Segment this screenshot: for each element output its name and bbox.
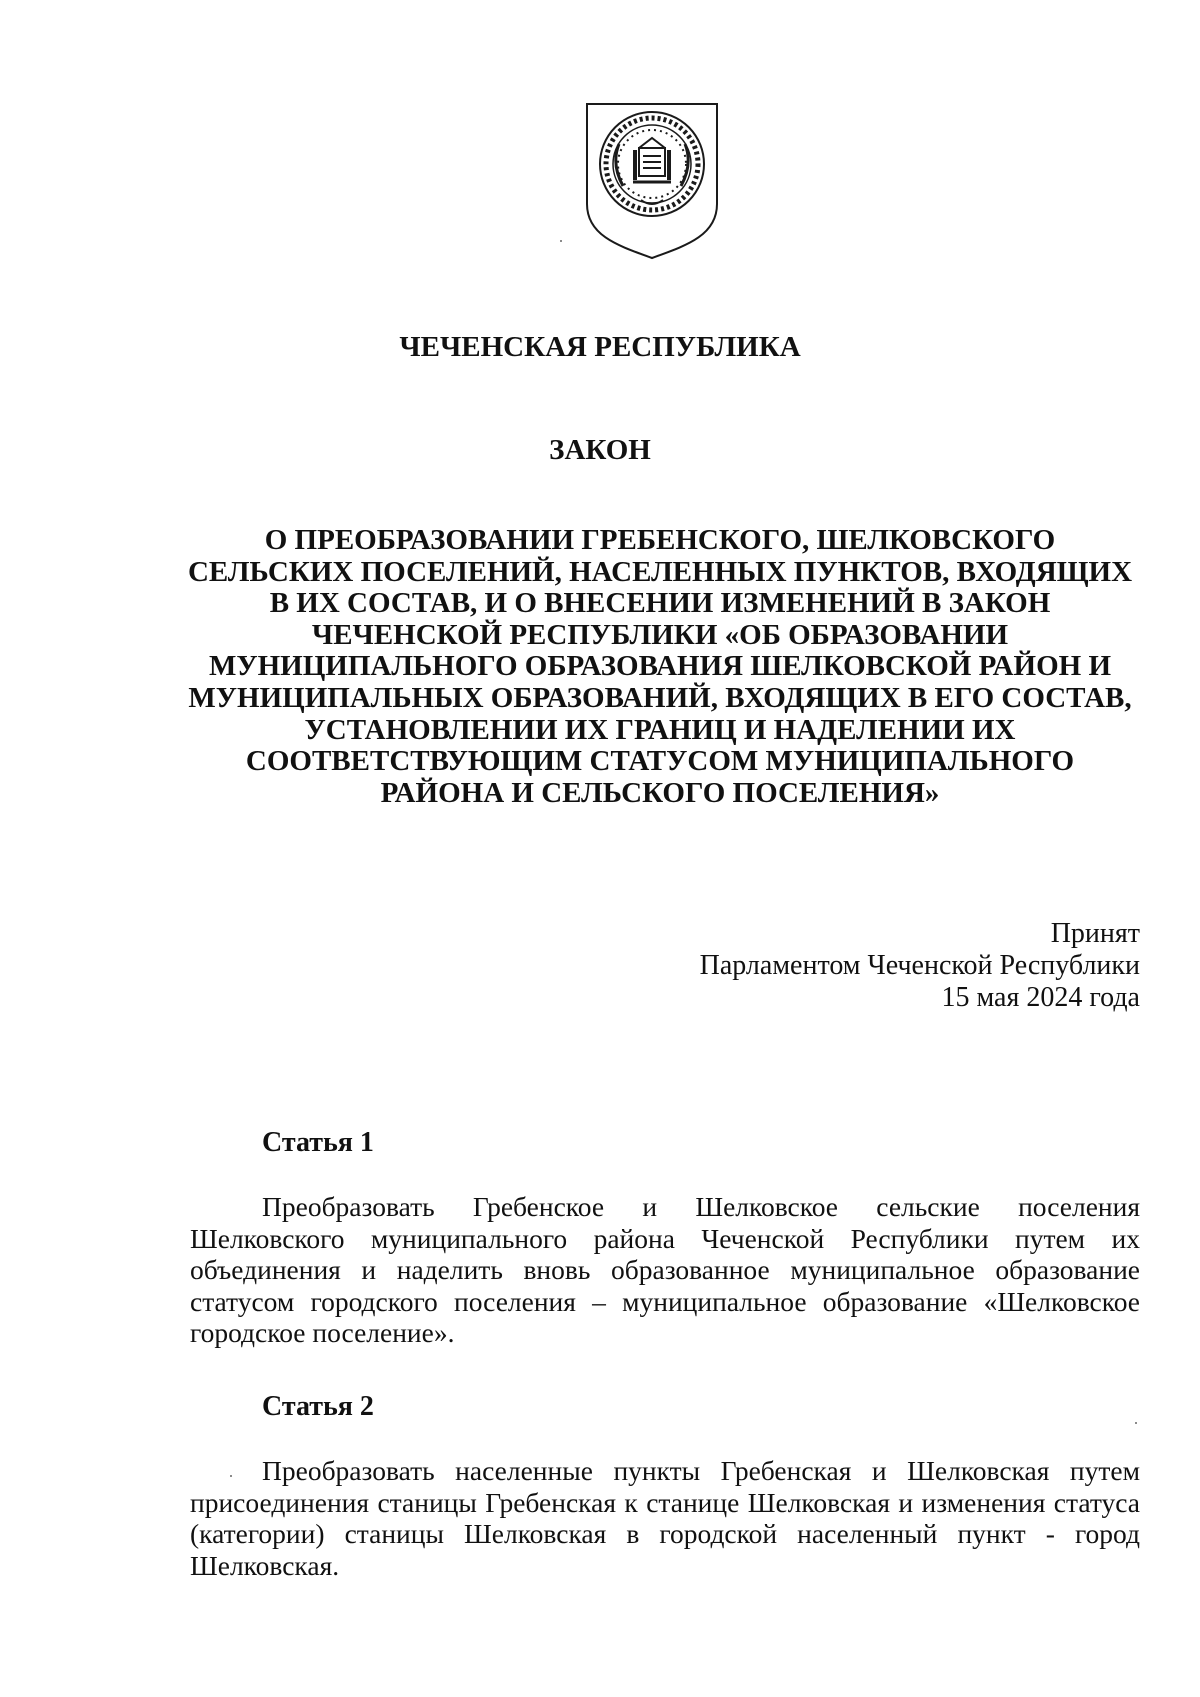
law-title-line: МУНИЦИПАЛЬНОГО ОБРАЗОВАНИЯ ШЕЛКОВСКОЙ РАЙОН И bbox=[208, 650, 1112, 683]
adoption-block bbox=[700, 918, 1140, 1014]
law-title-line: СЕЛЬСКИХ ПОСЕЛЕНИЙ, НАСЕЛЕННЫХ ПУНКТОВ, ВХОДЯЩИХ bbox=[187, 555, 1133, 588]
law-title-line: МУНИЦИПАЛЬНЫХ ОБРАЗОВАНИЙ, ВХОДЯЩИХ В ЕГО СОСТАВ, bbox=[188, 681, 1132, 714]
law-title-line: В ИХ СОСТАВ, И О ВНЕСЕНИИ ИЗМЕНЕНИЙ В ЗАКОН bbox=[269, 587, 1051, 620]
law-title-line: РАЙОНА И СЕЛЬСКОГО ПОСЕЛЕНИЯ» bbox=[380, 776, 940, 809]
law-title-line: УСТАНОВЛЕНИИ ИХ ГРАНИЦ И НАДЕЛЕНИИ ИХ bbox=[304, 713, 1016, 746]
law-title-line: О ПРЕОБРАЗОВАНИИ ГРЕБЕНСКОГО, ШЕЛКОВСКОГО bbox=[264, 524, 1056, 556]
scan-speck bbox=[560, 240, 562, 242]
scan-speck bbox=[230, 1475, 232, 1477]
coat-of-arms-icon bbox=[581, 100, 723, 262]
adoption-date: 15 мая 2024 года bbox=[941, 982, 1140, 1013]
law-title bbox=[170, 525, 1150, 809]
republic-heading: ЧЕЧЕНСКАЯ РЕСПУБЛИКА bbox=[399, 331, 801, 363]
law-title-line: СООТВЕТСТВУЮЩИМ СТАТУСОМ МУНИЦИПАЛЬНОГО bbox=[245, 745, 1075, 778]
adoption-line: Принят bbox=[1050, 918, 1140, 949]
law-title-line: ЧЕЧЕНСКОЙ РЕСПУБЛИКИ «ОБ ОБРАЗОВАНИИ bbox=[311, 618, 1009, 651]
scan-speck bbox=[1135, 1422, 1137, 1424]
document-type-heading: ЗАКОН bbox=[549, 434, 651, 466]
article-2-text: Преобразовать населенные пункты Гребенская и Шелковская путем присоединения станицы Гребенская к станице Шелковская и изменения статуса (категории) станицы Шелковская в городской населенный пункт - город Шелковская. bbox=[190, 1455, 1140, 1581]
article-1-text: Преобразовать Гребенское и Шелковское сельские поселения Шелковского муниципального района Чеченской Республики путем их объединения и наделить вновь образованное муниципальное образование статусом городского поселения – муниципальное образование «Шелковское городское поселение». bbox=[190, 1191, 1140, 1348]
article-1-heading: Статья 1 bbox=[262, 1127, 374, 1158]
adoption-line: Парламентом Чеченской Республики bbox=[699, 950, 1140, 981]
article-2-heading: Статья 2 bbox=[262, 1391, 374, 1422]
